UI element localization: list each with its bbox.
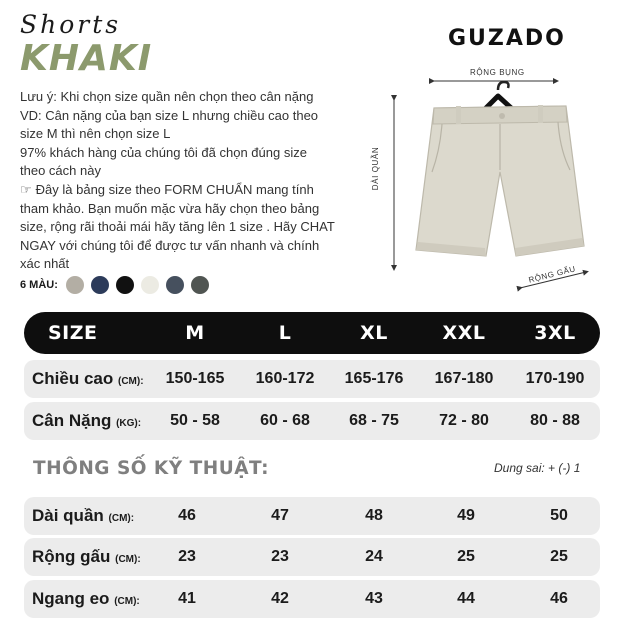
note-line: Đây là bảng size theo FORM CHUẨN mang tính <box>35 181 314 197</box>
table-cell: 24 <box>365 548 383 565</box>
table-cell: 50 - 58 <box>170 412 220 429</box>
table-cell: 80 - 88 <box>530 412 580 429</box>
waist-row-label: Ngang eo (CM): <box>32 589 140 608</box>
waist-width-label: RỘNG BỤNG <box>470 68 525 77</box>
hem-row-label: Rộng gấu (CM): <box>32 547 141 566</box>
table-cell: 165-176 <box>344 370 404 387</box>
weight-label: Cân Nặng (KG): <box>32 411 142 430</box>
hem-row <box>24 538 600 576</box>
color-swatch[interactable] <box>166 276 184 294</box>
length-row <box>24 497 600 535</box>
note-line: NGAY với chúng tôi để được tư vấn nhanh và chính <box>20 237 320 253</box>
product-illustration <box>370 60 624 300</box>
brand-logo: GUZADO <box>448 26 566 51</box>
table-cell: 72 - 80 <box>439 412 489 429</box>
table-cell: 41 <box>178 590 196 607</box>
size-xxl: XXL <box>442 322 486 344</box>
color-swatch[interactable] <box>91 276 109 294</box>
weight-row <box>24 402 600 440</box>
table-cell: 50 <box>550 507 568 524</box>
size-m: M <box>185 322 205 344</box>
shorts-script-title: Shorts <box>20 10 122 39</box>
note-line-with-icon <box>20 181 370 200</box>
size-xl: XL <box>360 322 388 344</box>
note-line: 97% khách hàng của chúng tôi đã chọn đúng size <box>20 144 307 160</box>
product-title: KHAKI <box>20 38 153 79</box>
color-swatch[interactable] <box>66 276 84 294</box>
size-header-label: SIZE <box>48 322 98 344</box>
table-cell: 23 <box>178 548 196 565</box>
table-cell: 60 - 68 <box>260 412 310 429</box>
table-cell: 48 <box>365 507 383 524</box>
color-options <box>20 276 216 294</box>
note-line: Lưu ý: Khi chọn size quần nên chọn theo cân nặng <box>20 89 314 104</box>
size-header-bar <box>24 312 600 354</box>
note-line: VD: Cân nặng của bạn size L nhưng chiều cao theo <box>20 107 319 123</box>
table-cell: 167-180 <box>434 370 494 387</box>
color-swatch[interactable] <box>116 276 134 294</box>
table-cell: 25 <box>457 548 475 565</box>
colors-label: 6 MÀU: <box>20 279 58 291</box>
pointing-hand-icon: ☞ <box>20 181 32 197</box>
table-cell: 47 <box>271 507 289 524</box>
note-line: theo cách này <box>20 163 101 179</box>
size-l: L <box>278 322 292 344</box>
table-cell: 43 <box>365 590 383 607</box>
color-swatch[interactable] <box>191 276 209 294</box>
length-label: DÀI QUẦN <box>371 146 381 191</box>
note-line: size, rộng rãi thoải mái hãy tăng lên 1 size . Hãy CHAT <box>20 219 335 235</box>
table-cell: 49 <box>457 507 475 524</box>
table-cell: 42 <box>271 590 289 607</box>
note-line: tham khảo. Bạn muốn mặc vừa hãy chọn theo bảng <box>20 200 320 216</box>
table-cell: 46 <box>550 590 568 607</box>
shorts-image <box>370 60 624 300</box>
size-3xl: 3XL <box>534 322 576 344</box>
note-line: size M thì nên chọn size L <box>20 126 171 142</box>
table-cell: 23 <box>271 548 289 565</box>
hem-label: RỘNG GẤU <box>527 264 577 285</box>
waist-row <box>24 580 600 618</box>
table-cell: 150-165 <box>165 370 225 387</box>
table-cell: 46 <box>178 507 196 524</box>
table-cell: 170-190 <box>525 370 585 387</box>
spec-title: THÔNG SỐ KỸ THUẬT: <box>33 458 270 479</box>
table-cell: 25 <box>550 548 568 565</box>
color-swatch[interactable] <box>141 276 159 294</box>
table-cell: 160-172 <box>255 370 315 387</box>
height-row <box>24 360 600 398</box>
table-cell: 44 <box>457 590 475 607</box>
hanger-hook <box>498 82 509 90</box>
height-label: Chiều cao (CM): <box>32 369 144 388</box>
note-line: xác nhất <box>20 256 70 272</box>
length-row-label: Dài quần (CM): <box>32 506 135 525</box>
tolerance-note: Dung sai: + (-) 1 <box>494 461 581 475</box>
table-cell: 68 - 75 <box>349 412 399 429</box>
size-notes <box>20 88 370 274</box>
